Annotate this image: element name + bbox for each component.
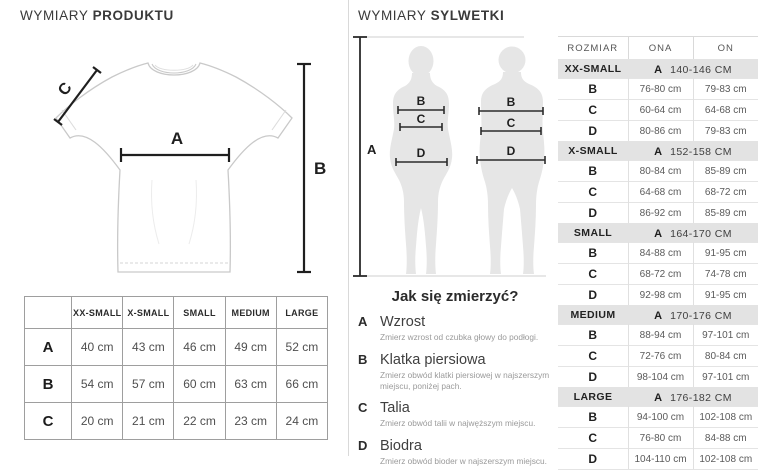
measure-description: Zmierz wzrost od czubka głowy do podłogi. — [380, 332, 539, 342]
header-rozmiar: ROZMIAR — [558, 37, 628, 60]
dim-value: 20 cm — [72, 403, 123, 440]
measure-letter: C — [358, 400, 368, 416]
size-group-name: MEDIUM — [558, 305, 628, 325]
row-label: C — [25, 403, 72, 440]
product-table-header-row — [25, 297, 328, 329]
height-range: 152-158 CM — [670, 145, 732, 158]
product-section-heading — [20, 8, 174, 23]
dim-value: 66 cm — [276, 366, 327, 403]
dim-letter-a: A — [654, 309, 663, 322]
dim-letter: C — [558, 182, 628, 203]
size-value-row — [558, 79, 758, 100]
dim-letter-a: A — [654, 145, 663, 158]
body-section-heading — [358, 8, 504, 23]
value-ona: 64-68 cm — [628, 182, 693, 203]
measure-description: Zmierz obwód klatki piersiowej w najszerszym miejscu, poniżej pach. — [380, 369, 550, 391]
silhouette-label-a: A — [367, 142, 377, 157]
female-label-c: C — [416, 112, 426, 126]
dim-value: 54 cm — [72, 366, 123, 403]
dim-letter: D — [558, 285, 628, 306]
col-header: LARGE — [276, 297, 327, 329]
size-group-height — [628, 223, 758, 243]
row-label: B — [25, 366, 72, 403]
size-value-row — [558, 428, 758, 449]
value-ona: 84-88 cm — [628, 243, 693, 264]
size-group-name: XX-SMALL — [558, 59, 628, 79]
dim-letter: C — [558, 346, 628, 367]
product-row-b — [25, 366, 328, 403]
size-group-height — [628, 141, 758, 161]
size-group-height — [628, 305, 758, 325]
how-to-measure-section — [358, 288, 552, 467]
heading-bold: SYLWETKI — [430, 8, 505, 23]
female-silhouette — [390, 46, 452, 274]
how-to-measure-title: Jak się zmierzyć? — [391, 288, 519, 305]
size-value-row — [558, 161, 758, 182]
corner-cell — [25, 297, 72, 329]
measure-item-chest — [358, 352, 552, 392]
dim-letter: B — [558, 407, 628, 428]
value-on: 80-84 cm — [693, 346, 758, 367]
male-label-b: B — [506, 95, 516, 109]
height-range: 164-170 CM — [670, 227, 732, 240]
size-value-row — [558, 285, 758, 306]
dim-value: 46 cm — [174, 329, 225, 366]
dim-value: 63 cm — [225, 366, 276, 403]
dim-value: 22 cm — [174, 403, 225, 440]
value-ona: 88-94 cm — [628, 325, 693, 346]
dim-value: 57 cm — [123, 366, 174, 403]
value-on: 91-95 cm — [693, 285, 758, 306]
body-size-table — [558, 36, 758, 470]
measure-label: Klatka piersiowa — [380, 351, 486, 368]
female-label-b: B — [416, 94, 426, 108]
dim-letter: B — [558, 161, 628, 182]
dim-letter: C — [558, 264, 628, 285]
size-value-row — [558, 407, 758, 428]
dim-letter: C — [558, 100, 628, 121]
measure-line-b — [297, 64, 311, 272]
dim-value: 40 cm — [72, 329, 123, 366]
dim-value: 60 cm — [174, 366, 225, 403]
dim-value: 23 cm — [225, 403, 276, 440]
size-table-header-row — [558, 37, 758, 60]
size-value-row — [558, 449, 758, 470]
value-on: 74-78 cm — [693, 264, 758, 285]
tshirt-diagram — [14, 30, 344, 286]
dim-letter: C — [558, 428, 628, 449]
measure-label: Wzrost — [380, 314, 426, 330]
collar-inner-seam — [155, 65, 193, 70]
size-group-height — [628, 387, 758, 407]
value-ona: 76-80 cm — [628, 79, 693, 100]
tshirt-outline — [56, 63, 292, 272]
height-range: 176-182 CM — [670, 391, 732, 404]
col-header: SMALL — [174, 297, 225, 329]
value-ona: 76-80 cm — [628, 428, 693, 449]
col-header: X-SMALL — [123, 297, 174, 329]
header-ona: ONA — [628, 37, 693, 60]
col-header: XX-SMALL — [72, 297, 123, 329]
size-group-band — [558, 141, 758, 161]
product-size-table — [24, 296, 328, 440]
value-on: 102-108 cm — [693, 449, 758, 470]
size-value-row — [558, 264, 758, 285]
value-on: 68-72 cm — [693, 182, 758, 203]
value-on: 84-88 cm — [693, 428, 758, 449]
measure-line-height — [353, 37, 367, 276]
measure-item-hips — [358, 438, 552, 467]
tee-label-c: C — [55, 79, 76, 100]
male-label-c: C — [506, 116, 516, 130]
value-ona: 80-86 cm — [628, 121, 693, 142]
value-ona: 60-64 cm — [628, 100, 693, 121]
measure-label: Talia — [380, 400, 410, 417]
dim-letter: D — [558, 367, 628, 388]
dim-value: 43 cm — [123, 329, 174, 366]
tee-label-a: A — [170, 129, 184, 148]
size-value-row — [558, 203, 758, 224]
value-ona: 104-110 cm — [628, 449, 693, 470]
dim-letter: D — [558, 203, 628, 224]
value-on: 97-101 cm — [693, 367, 758, 388]
col-header: MEDIUM — [225, 297, 276, 329]
size-value-row — [558, 100, 758, 121]
dim-letter: B — [558, 243, 628, 264]
size-group-band — [558, 223, 758, 243]
measure-item-waist — [358, 400, 552, 429]
value-ona: 92-98 cm — [628, 285, 693, 306]
product-row-c — [25, 403, 328, 440]
measure-label: Biodra — [380, 438, 422, 455]
size-value-row — [558, 346, 758, 367]
measure-letter: B — [358, 351, 368, 367]
value-on: 79-83 cm — [693, 79, 758, 100]
collar-seam — [152, 64, 196, 73]
size-group-band — [558, 305, 758, 325]
value-on: 91-95 cm — [693, 243, 758, 264]
female-label-d: D — [416, 146, 426, 160]
size-value-row — [558, 367, 758, 388]
size-value-row — [558, 182, 758, 203]
heading-regular: WYMIARY — [358, 8, 427, 23]
dim-letter: D — [558, 121, 628, 142]
size-group-name: X-SMALL — [558, 141, 628, 161]
value-ona: 72-76 cm — [628, 346, 693, 367]
height-range: 140-146 CM — [670, 63, 732, 76]
tee-label-b: B — [314, 159, 327, 178]
dim-value: 49 cm — [225, 329, 276, 366]
measure-description: Zmierz obwód bioder w najszerszym miejscu. — [380, 456, 547, 467]
value-ona: 80-84 cm — [628, 161, 693, 182]
product-row-a — [25, 329, 328, 366]
size-value-row — [558, 121, 758, 142]
measure-item-height — [358, 314, 552, 343]
value-on: 85-89 cm — [693, 203, 758, 224]
value-ona: 98-104 cm — [628, 367, 693, 388]
dim-value: 24 cm — [276, 403, 327, 440]
size-value-row — [558, 325, 758, 346]
height-range: 170-176 CM — [670, 309, 732, 322]
value-ona: 68-72 cm — [628, 264, 693, 285]
dim-letter-a: A — [654, 63, 663, 76]
value-on: 64-68 cm — [693, 100, 758, 121]
dim-letter: D — [558, 449, 628, 470]
size-group-band — [558, 387, 758, 407]
dim-letter-a: A — [654, 227, 663, 240]
value-ona: 86-92 cm — [628, 203, 693, 224]
size-group-name: SMALL — [558, 223, 628, 243]
size-value-row — [558, 243, 758, 264]
measure-description: Zmierz obwód talii w najwęższym miejscu. — [380, 418, 536, 429]
row-label: A — [25, 329, 72, 366]
measure-letter: D — [358, 438, 368, 454]
dim-value: 21 cm — [123, 403, 174, 440]
value-on: 85-89 cm — [693, 161, 758, 182]
size-group-height — [628, 59, 758, 79]
heading-bold: PRODUKTU — [92, 8, 174, 23]
dim-value: 52 cm — [276, 329, 327, 366]
value-ona: 94-100 cm — [628, 407, 693, 428]
male-label-d: D — [506, 144, 516, 158]
dim-letter: B — [558, 325, 628, 346]
size-group-band — [558, 59, 758, 79]
measure-letter: A — [358, 314, 368, 329]
dim-letter: B — [558, 79, 628, 100]
value-on: 79-83 cm — [693, 121, 758, 142]
body-silhouettes-diagram — [349, 30, 555, 286]
value-on: 102-108 cm — [693, 407, 758, 428]
value-on: 97-101 cm — [693, 325, 758, 346]
header-on: ON — [693, 37, 758, 60]
heading-regular: WYMIARY — [20, 8, 89, 23]
dim-letter-a: A — [654, 391, 663, 404]
size-group-name: LARGE — [558, 387, 628, 407]
